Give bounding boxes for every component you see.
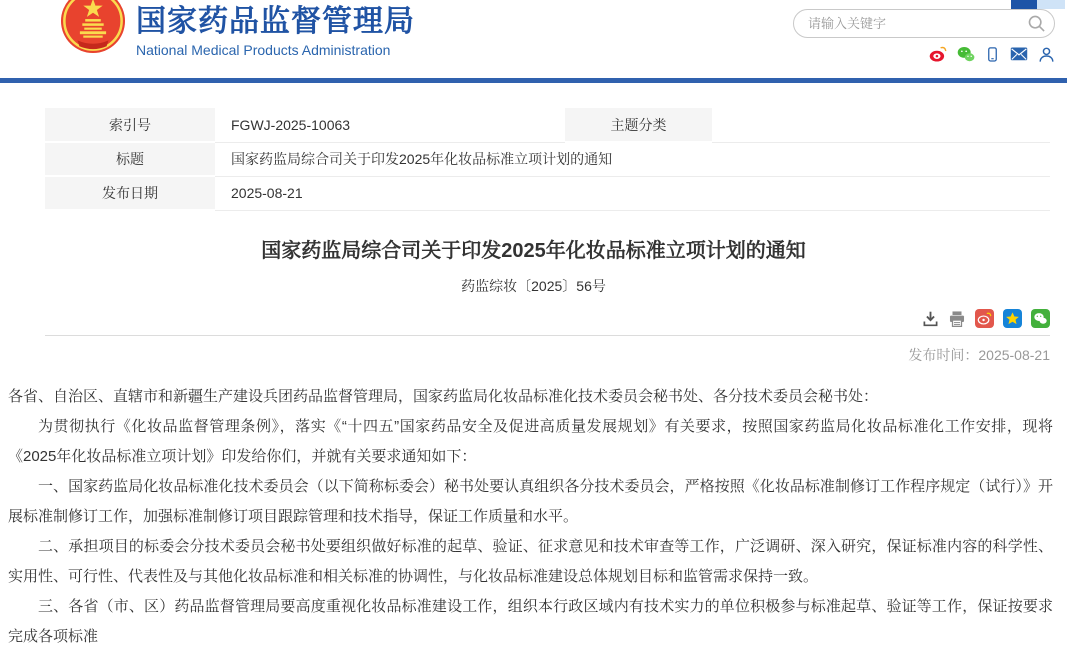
brand-text	[136, 0, 415, 59]
national-emblem-logo	[60, 0, 126, 54]
social-links	[793, 45, 1055, 63]
table-row	[45, 176, 1050, 210]
paragraph-item-1: 一、国家药监局化妆品标准化技术委员会（以下简称标委会）秘书处要认真组织各分技术委员会，严格按照《化妆品标准制修订工作程序规定（试行）》开展标准制修订工作，加强标准制修订项目跟踪管理和技术指导，保证工作质量和水平。	[8, 478, 1053, 525]
meta-value-index: FGWJ-2025-10063	[215, 108, 565, 142]
qzone-share-icon[interactable]	[1003, 309, 1022, 328]
document-number: 药监综妆〔2025〕56号	[461, 278, 606, 294]
article-body	[8, 382, 1053, 652]
content-divider	[45, 335, 1050, 336]
search-box	[793, 9, 1055, 38]
corner-tab-light[interactable]	[1037, 0, 1065, 9]
site-brand[interactable]	[60, 0, 415, 59]
site-title-en: National Medical Products Administration	[136, 42, 391, 58]
user-icon[interactable]	[1038, 46, 1055, 63]
article-tools	[0, 309, 1050, 328]
paragraph-item-2: 二、承担项目的标委会分技术委员会秘书处要组织做好标准的起草、验证、征求意见和技术审查等工作，广泛调研、深入研究，保证标准内容的科学性、实用性、可行性、代表性及与其他化妆品标准和相关标准的协调性，与化妆品标准建设总体规划目标和监管需求保持一致。	[8, 538, 1053, 585]
table-row	[45, 142, 1050, 176]
publish-time: 发布时间：2025-08-21	[908, 347, 1050, 363]
table-row	[45, 108, 1050, 142]
meta-value-category	[712, 108, 1050, 142]
site-title-cn: 国家药品监督管理局	[136, 5, 415, 38]
document-meta-table	[45, 108, 1050, 211]
weibo-icon[interactable]	[929, 45, 947, 63]
print-icon[interactable]	[948, 310, 966, 328]
mobile-icon[interactable]	[985, 46, 1000, 63]
paragraph-item-3: 三、各省（市、区）药品监督管理局要高度重视化妆品标准建设工作，组织本行政区域内有技术实力的单位积极参与标准起草、验证等工作，保证按要求完成各项标准	[8, 598, 1053, 645]
meta-value-title: 国家药监局综合司关于印发2025年化妆品标准立项计划的通知	[215, 142, 1050, 176]
mail-icon[interactable]	[1010, 47, 1028, 61]
article-title: 国家药监局综合司关于印发2025年化妆品标准立项计划的通知	[261, 240, 806, 262]
meta-label-category: 主题分类	[565, 108, 712, 142]
paragraph-intro: 为贯彻执行《化妆品监督管理条例》，落实《“十四五”国家药品安全及促进高质量发展规划》有关要求，按照国家药监局化妆品标准化工作安排，现将《2025年化妆品标准立项计划》印发给你们，并就有关要求通知如下：	[8, 418, 1053, 465]
corner-tabs	[1011, 0, 1065, 9]
meta-label-index: 索引号	[45, 108, 215, 142]
meta-label-title: 标题	[45, 142, 215, 176]
wechat-share-icon[interactable]	[1031, 309, 1050, 328]
corner-tab-dark[interactable]	[1011, 0, 1037, 9]
article-page	[0, 108, 1067, 652]
header-right	[793, 9, 1055, 63]
paragraph-salutation: 各省、自治区、直辖市和新疆生产建设兵团药品监督管理局，国家药监局化妆品标准化技术委员会秘书处、各分技术委员会秘书处：	[8, 388, 879, 405]
header-divider-bar	[0, 78, 1067, 83]
meta-label-date: 发布日期	[45, 176, 215, 210]
search-input[interactable]	[793, 9, 1055, 38]
search-icon[interactable]	[1027, 14, 1046, 33]
download-icon[interactable]	[922, 310, 939, 327]
site-header	[0, 0, 1067, 78]
wechat-icon[interactable]	[957, 45, 975, 63]
weibo-share-icon[interactable]	[975, 309, 994, 328]
meta-value-date: 2025-08-21	[215, 176, 1050, 210]
